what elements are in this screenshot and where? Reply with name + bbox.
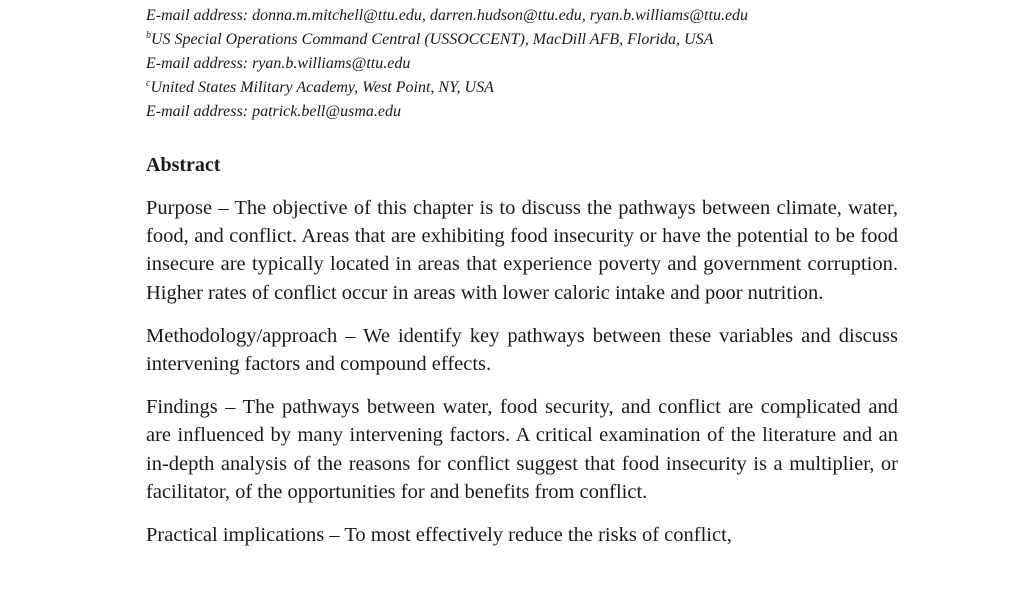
affiliations [146,4,906,124]
abstract-section-methodology [146,322,898,378]
affiliation-marker: b [146,30,151,41]
affiliation-line [146,100,906,124]
section-dash: – [217,396,243,419]
abstract-section-findings [146,393,898,506]
abstract-heading: Abstract [146,154,221,176]
affiliation-line [146,76,906,100]
section-dash: – [337,324,364,347]
abstract-section-purpose [146,194,898,307]
section-label: Findings [146,396,218,419]
section-text: We identify key pathways between these variables and discuss intervening factors and compound effects. [146,324,898,376]
section-label: Practical implications [146,524,325,547]
section-label: Methodology/approach [146,324,338,347]
affiliation-text: US Special Operations Command Central (USSOCCENT), MacDill AFB, Florida, USA [151,31,714,48]
section-label: Purpose [146,197,213,219]
section-text: The objective of this chapter is to discuss the pathways between climate, water, food, and conflict. Areas that are exhibiting food insecurity or have the potential to be food insecure are typically located in areas that experience poverty and government corruption. Higher rates of conflict occur in areas with lower caloric intake and poor nutrition. [146,197,898,304]
affiliation-text: E-mail address: donna.m.mitchell@ttu.edu, darren.hudson@ttu.edu, ryan.b.williams@ttu.edu [146,7,749,24]
section-text: To most effectively reduce the risks of conflict, [344,524,732,547]
affiliation-text: E-mail address: patrick.bell@usma.edu [146,103,401,120]
affiliation-line [146,4,906,28]
section-dash: – [212,197,235,219]
section-text: The pathways between water, food security, and conflict are complicated and are influenced by many intervening factors. A critical examination of the literature and an in-depth analysis of the reasons for conflict suggest that food insecurity is a multiplier, or facilitator, of the opportunities for and benefits from conflict. [146,396,898,503]
section-dash: – [324,524,345,547]
affiliation-line [146,52,906,76]
abstract-section-practical-implications [146,521,898,549]
affiliation-marker: c [146,78,151,89]
abstract-body [146,194,898,564]
affiliation-text: E-mail address: ryan.b.williams@ttu.edu [146,55,411,72]
affiliation-text: United States Military Academy, West Point, NY, USA [150,79,494,96]
affiliation-line [146,28,906,52]
